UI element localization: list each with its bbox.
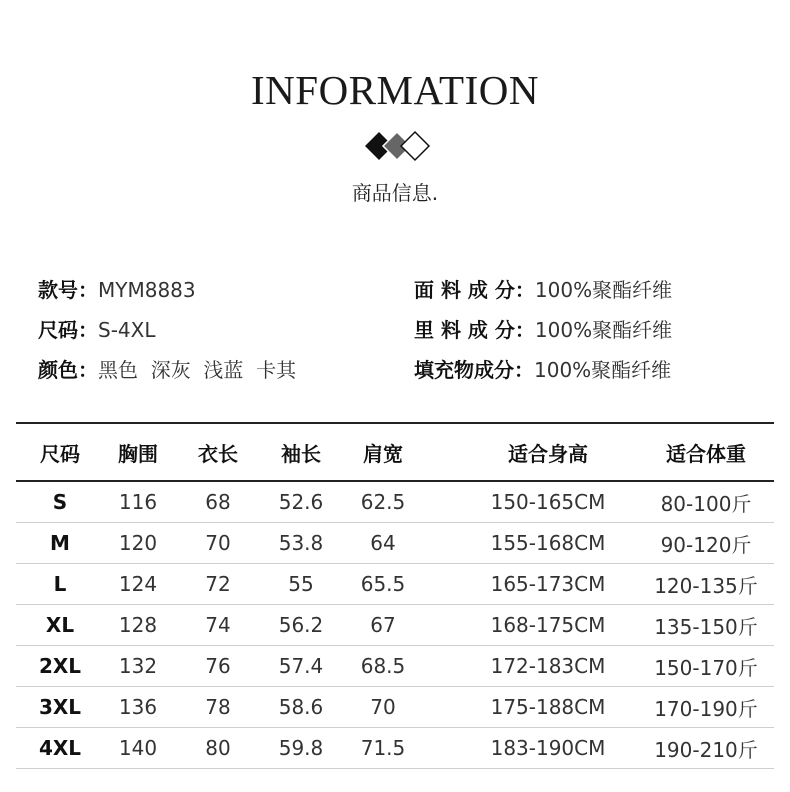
white-diamond-shape	[401, 132, 429, 160]
table-row	[16, 605, 774, 646]
info-value: 100%聚酯纤维	[534, 358, 672, 382]
cell-weight: 80-100斤	[660, 491, 752, 516]
header-length: 衣长	[198, 441, 238, 466]
cell-shoulder: 62.5	[360, 490, 406, 514]
cell-weight: 90-120斤	[660, 532, 752, 557]
diamond-ornament-icon	[365, 126, 435, 166]
cell-sleeve: 58.6	[278, 695, 324, 719]
info-row-filling	[414, 350, 672, 390]
info-left-column	[38, 270, 296, 390]
cell-shoulder: 71.5	[360, 736, 406, 760]
cell-sleeve: 56.2	[278, 613, 324, 637]
table-header-row	[16, 424, 774, 482]
cell-chest: 132	[118, 654, 158, 678]
cell-height: 165-173CM	[490, 572, 606, 596]
table-row	[16, 482, 774, 523]
cell-length: 78	[205, 695, 231, 719]
page-subtitle: 商品信息.	[351, 181, 439, 205]
info-row-fabric	[414, 270, 672, 310]
info-key: 颜色：	[38, 358, 98, 382]
cell-shoulder: 70	[370, 695, 396, 719]
header-chest: 胸围	[118, 441, 158, 466]
header-weight: 适合体重	[666, 441, 746, 466]
cell-size: S	[52, 490, 68, 514]
page-title: INFORMATION	[251, 67, 539, 113]
table-row	[16, 687, 774, 728]
info-value: S-4XL	[98, 318, 156, 342]
cell-size: M	[50, 531, 70, 555]
cell-length: 72	[205, 572, 231, 596]
cell-sleeve: 52.6	[278, 490, 324, 514]
cell-length: 80	[205, 736, 231, 760]
cell-chest: 128	[118, 613, 158, 637]
table-row	[16, 646, 774, 687]
info-key: 尺码：	[38, 318, 98, 342]
cell-weight: 190-210斤	[654, 737, 758, 762]
table-row	[16, 728, 774, 769]
size-chart-table	[16, 422, 774, 769]
info-value: MYM8883	[98, 278, 196, 302]
cell-weight: 120-135斤	[654, 573, 758, 598]
cell-weight: 170-190斤	[654, 696, 758, 721]
header-shoulder: 肩宽	[363, 441, 403, 466]
cell-shoulder: 67	[370, 613, 396, 637]
cell-chest: 116	[118, 490, 158, 514]
cell-size: 3XL	[38, 695, 82, 719]
cell-weight: 135-150斤	[654, 614, 758, 639]
cell-length: 70	[205, 531, 231, 555]
cell-height: 155-168CM	[490, 531, 606, 555]
table-body	[16, 482, 774, 769]
header-height: 适合身高	[508, 441, 588, 466]
info-row-lining	[414, 310, 672, 350]
info-row-size-range	[38, 310, 296, 350]
info-row-style-number	[38, 270, 296, 310]
cell-sleeve: 57.4	[278, 654, 324, 678]
info-key: 面 料 成 分：	[414, 278, 535, 302]
header-sleeve: 袖长	[281, 441, 321, 466]
cell-height: 168-175CM	[490, 613, 606, 637]
info-value: 100%聚酯纤维	[534, 278, 673, 302]
info-key: 款号：	[38, 278, 98, 302]
table-row	[16, 523, 774, 564]
cell-shoulder: 65.5	[360, 572, 406, 596]
cell-length: 76	[205, 654, 231, 678]
info-right-column	[414, 270, 672, 390]
info-value: 黑色 深灰 浅蓝 卡其	[98, 358, 297, 382]
cell-chest: 136	[118, 695, 158, 719]
cell-chest: 120	[118, 531, 158, 555]
cell-height: 150-165CM	[490, 490, 606, 514]
cell-weight: 150-170斤	[654, 655, 758, 680]
cell-size: 2XL	[38, 654, 82, 678]
cell-shoulder: 64	[370, 531, 396, 555]
cell-sleeve: 55	[288, 572, 314, 596]
cell-sleeve: 59.8	[278, 736, 324, 760]
header-size: 尺码	[40, 441, 80, 466]
cell-size: XL	[45, 613, 75, 637]
cell-length: 74	[205, 613, 231, 637]
info-value: 100%聚酯纤维	[534, 318, 673, 342]
cell-height: 183-190CM	[490, 736, 606, 760]
cell-shoulder: 68.5	[360, 654, 406, 678]
table-row	[16, 564, 774, 605]
cell-chest: 124	[118, 572, 158, 596]
cell-chest: 140	[118, 736, 158, 760]
info-key: 里 料 成 分：	[414, 318, 535, 342]
cell-size: 4XL	[38, 736, 82, 760]
info-key: 填充物成分：	[414, 358, 534, 382]
cell-size: L	[53, 572, 67, 596]
cell-sleeve: 53.8	[278, 531, 324, 555]
info-row-colors	[38, 350, 296, 390]
cell-length: 68	[205, 490, 231, 514]
cell-height: 175-188CM	[490, 695, 606, 719]
cell-height: 172-183CM	[490, 654, 606, 678]
